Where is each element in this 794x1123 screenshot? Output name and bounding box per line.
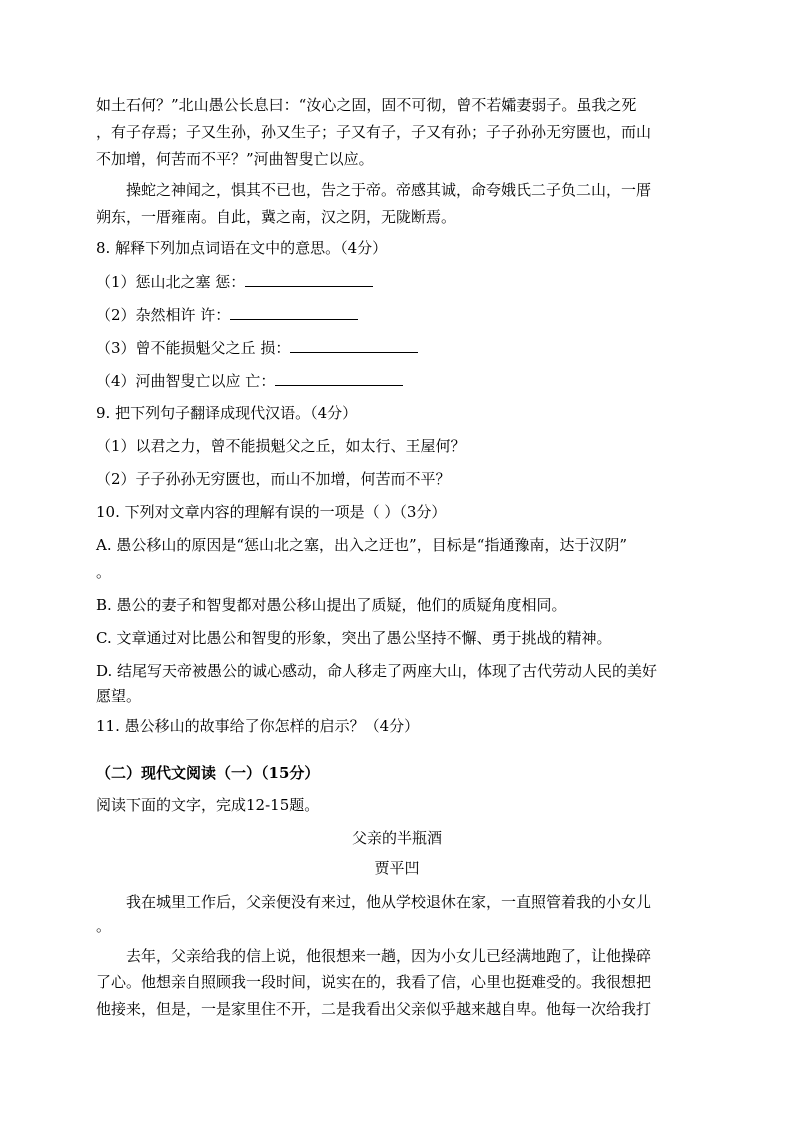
question-8-item: （2）杂然相许 许： <box>96 305 358 325</box>
article-line: 了心。他想亲自照顾我一段时间，说实在的，我看了信，心里也挺难受的。我很想把 <box>96 973 652 991</box>
question-11-stem: 11. 愚公移山的故事给了你怎样的启示？（4分） <box>96 717 420 735</box>
question-8-item: （3）曾不能损魁父之丘 损： <box>96 338 418 358</box>
answer-blank[interactable] <box>245 272 373 287</box>
question-8-item: （4）河曲智叟亡以应 亡： <box>96 371 403 391</box>
question-8-item: （1）惩山北之塞 惩： <box>96 272 373 292</box>
passage-line: 操蛇之神闻之，惧其不已也，告之于帝。帝感其诚，命夸娥氏二子负二山，一厝 <box>126 181 652 199</box>
passage-line: 如土石何？”北山愚公长息曰：“汝心之固，固不可彻，曾不若孀妻弱子。虽我之死 <box>96 96 637 114</box>
question-10-option: D. 结尾写天帝被愚公的诚心感动，命人移走了两座大山，体现了古代劳动人民的美好 <box>96 662 658 680</box>
article-line: 。 <box>96 917 112 935</box>
passage-line: 不加增，何苦而不平？”河曲智叟亡以应。 <box>96 150 374 168</box>
section-instruction: 阅读下面的文字，完成12-15题。 <box>96 796 320 814</box>
question-9-item: （2）子子孙孙无穷匮也，而山不加增，何苦而不平？ <box>96 470 451 488</box>
question-10-option: 愿望。 <box>96 687 142 705</box>
question-10-stem: 10. 下列对文章内容的理解有误的一项是（ ）（3分） <box>96 503 447 521</box>
section-heading: （二）现代文阅读（一）（15分） <box>96 764 320 782</box>
answer-blank[interactable] <box>230 305 358 320</box>
question-10-option: A. 愚公移山的原因是“惩山北之塞，出入之迂也”，目标是“指通豫南，达于汉阴” <box>96 536 628 554</box>
article-title: 父亲的半瓶酒 <box>351 829 442 847</box>
passage-line: ，有子存焉；子又生孙，孙又生子；子又有子，子又有孙；子子孙孙无穷匮也，而山 <box>96 123 652 141</box>
article-author: 贾平凹 <box>374 859 420 877</box>
passage-line: 朔东，一厝雍南。自此，冀之南，汉之阴，无陇断焉。 <box>96 208 457 226</box>
article-line: 去年，父亲给我的信上说，他很想来一趟，因为小女儿已经满地跑了，让他操碎 <box>126 947 652 965</box>
article-line: 他接来，但是，一是家里住不开，二是我看出父亲似乎越来越自卑。他每一次给我打 <box>96 1000 652 1018</box>
question-10-option: 。 <box>96 563 112 581</box>
article-line: 我在城里工作后，父亲便没有来过，他从学校退休在家，一直照管着我的小女儿 <box>126 893 652 911</box>
question-10-option: C. 文章通过对比愚公和智叟的形象，突出了愚公坚持不懈、勇于挑战的精神。 <box>96 629 612 647</box>
question-8-stem: 8. 解释下列加点词语在文中的意思。（4分） <box>96 239 388 257</box>
question-9-stem: 9. 把下列句子翻译成现代汉语。（4分） <box>96 404 358 422</box>
answer-blank[interactable] <box>290 338 418 353</box>
question-9-item: （1）以君之力，曾不能损魁父之丘，如太行、王屋何？ <box>96 437 466 455</box>
answer-blank[interactable] <box>275 371 403 386</box>
question-10-option: B. 愚公的妻子和智叟都对愚公移山提出了质疑，他们的质疑角度相同。 <box>96 596 567 614</box>
